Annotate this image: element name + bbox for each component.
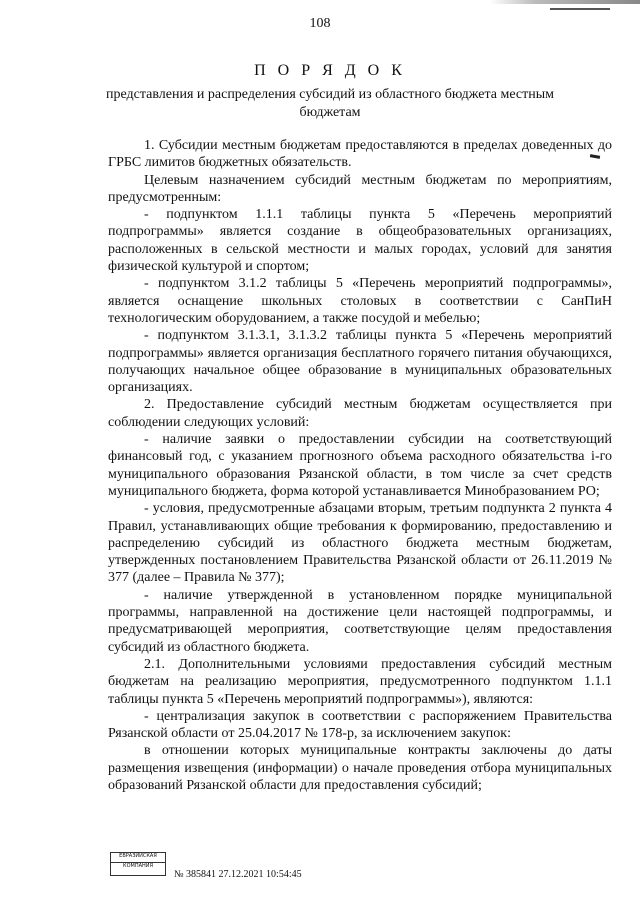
page-number: 108 [309, 16, 331, 31]
paragraph: в отношении которых муниципальные контракты заключены до даты размещения извещения (информации) о начале проведения отбора муниципальных образований Рязанской области для предоставления субсидий; [108, 743, 612, 793]
title-block [100, 62, 560, 122]
footer [110, 852, 410, 882]
paragraph: 1. Субсидии местным бюджетам предоставляются в пределах доведенных до ГРБС лимитов бюджетных обязательств. [108, 138, 612, 171]
paragraph: - подпунктом 3.1.2 таблицы 5 «Перечень мероприятий подпрограммы», является оснащение школьных столовых в соответствии с СанПиН технологическим оборудованием, а также посудой и мебелью; [108, 276, 612, 326]
paragraph: - наличие заявки о предоставлении субсидии на соответствующий финансовый год, с указанием прогнозного объема расходного обязательства i-го муниципального образования Рязанской области, в том числе за счет средств муниципального бюджета, форма которой устанавливается Минобразованием РО; [108, 432, 612, 499]
paragraph: - условия, предусмотренные абзацами вторым, третьим подпункта 2 пункта 4 Правил, устанавливающих общие требования к формированию, предоставлению и распределению субсидий из областного бюджета местным бюджетам, утвержденных постановлением Правительства Рязанской области от 26.11.2019 № 377 (далее – Правила № 377); [108, 501, 612, 586]
paragraph: - наличие утвержденной в установленном порядке муниципальной программы, направленной на достижение цели настоящей подпрограммы, и предусматривающей мероприятия, соответствующие целям предоставления субсидий из областного бюджета. [108, 587, 612, 655]
paragraph: 2.1. Дополнительными условиями предоставления субсидий местным бюджетам на реализацию мероприятия, предусмотренного подпунктом 1.1.1 таблицы пункта 5 «Перечень мероприятий подпрограммы»), являются: [108, 656, 612, 707]
document-body [108, 137, 612, 794]
stamp-line: КОМПАНИЯ [123, 863, 153, 869]
document-title: П О Р Я Д О К [254, 62, 406, 79]
registration-stamp [110, 852, 166, 876]
stamp-line: ЕВРАЗИЙСКАЯ [111, 853, 165, 863]
registration-number: № 385841 27.12.2021 10:54:45 [174, 869, 302, 880]
paragraph: - подпунктом 3.1.3.1, 3.1.3.2 таблицы пункта 5 «Перечень мероприятий подпрограммы» является организация бесплатного горячего питания обучающихся, получающих начальное общее образование в муниципальных образовательных организациях. [108, 328, 612, 396]
paragraph: - централизация закупок в соответствии с распоряжением Правительства Рязанской области от 25.04.2017 № 178-р, за исключением закупок: [108, 708, 612, 742]
paragraph: - подпунктом 1.1.1 таблицы пункта 5 «Перечень мероприятий подпрограммы» является создание в общеобразовательных организациях, расположенных в сельской местности и малых городах, условий для занятия физической культурой и спортом; [108, 207, 612, 275]
scan-artifact [550, 8, 610, 10]
scan-artifact [490, 0, 640, 4]
paragraph: Целевым назначением субсидий местным бюджетам по мероприятиям, предусмотренным: [108, 172, 612, 205]
document-subtitle: представления и распределения субсидий из областного бюджета местным бюджетам [105, 87, 555, 120]
paragraph: 2. Предоставление субсидий местным бюджетам осуществляется при соблюдении следующих условий: [108, 397, 612, 430]
